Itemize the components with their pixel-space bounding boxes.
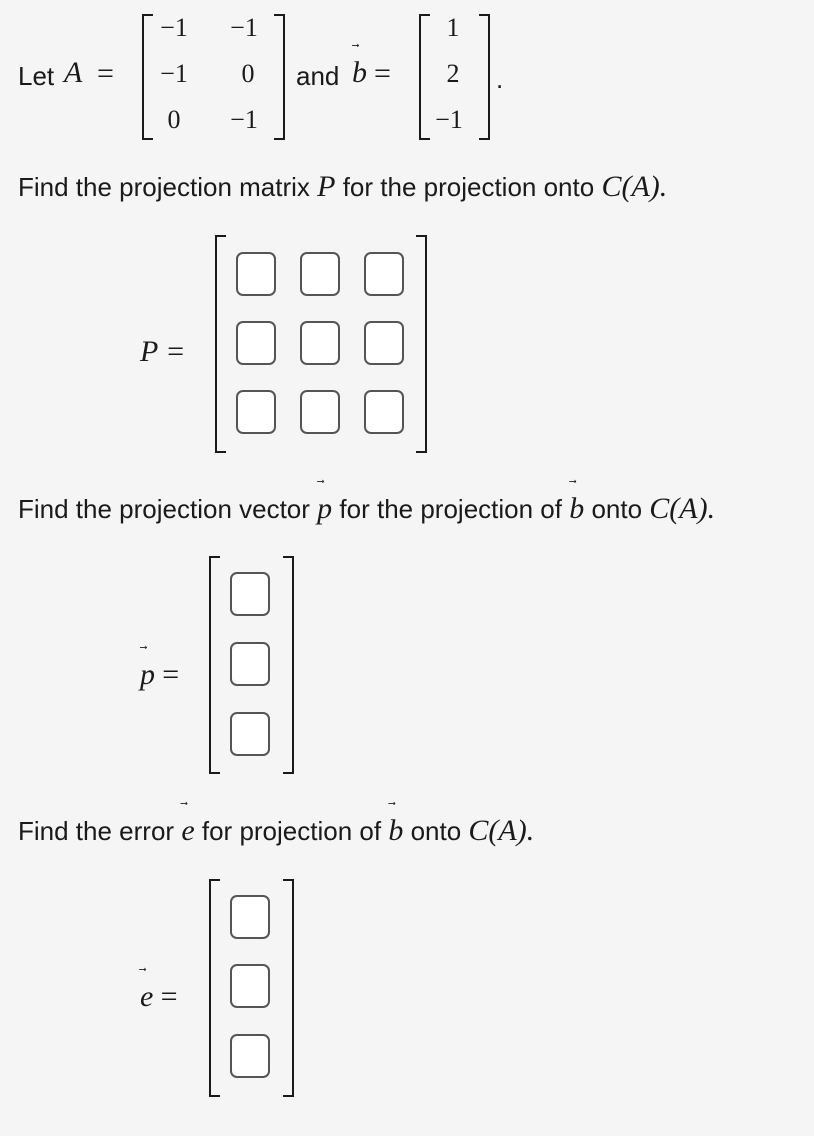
p-matrix-entry-input[interactable] [364, 321, 404, 365]
and-label: and [296, 61, 340, 91]
q3-text: Find the error [18, 816, 175, 846]
p-matrix-left-bracket [215, 235, 226, 453]
p-matrix-right-bracket [416, 235, 427, 453]
question-error-vector [18, 816, 534, 846]
e-vector-entry-input[interactable] [230, 1034, 270, 1078]
q3-symbol [181, 816, 194, 846]
b-letter: b [569, 492, 585, 525]
equals-sign: = [160, 980, 178, 1013]
e-vector-symbol [140, 982, 153, 1012]
q2-b-symbol [569, 494, 584, 524]
q3-b-symbol [388, 816, 403, 846]
e-letter: e [181, 814, 195, 847]
vector-b-symbol [352, 58, 367, 88]
question-projection-matrix [18, 172, 667, 202]
e-vector-entry-input[interactable] [230, 964, 270, 1008]
p-vector-symbol [140, 660, 155, 690]
q2-space: C(A). [649, 492, 716, 525]
p-matrix-entry-input[interactable] [236, 390, 276, 434]
p-vector-label [140, 660, 179, 690]
p-matrix-entry-input[interactable] [300, 321, 340, 365]
matrix-a-cell: −1 [160, 13, 188, 42]
vector-b-cell: 1 [446, 13, 460, 42]
e-vector-left-bracket [209, 879, 220, 1097]
p-matrix-entry-input[interactable] [364, 252, 404, 296]
matrix-a-cell: −1 [160, 59, 188, 88]
p-vector-entry-input[interactable] [230, 712, 270, 756]
p-matrix-entry-input[interactable] [236, 252, 276, 296]
matrix-a-cell: 0 [167, 105, 181, 134]
q1-symbol: P [317, 170, 336, 203]
e-letter: e [140, 980, 154, 1013]
e-vector-label [140, 982, 177, 1012]
matrix-a-cell: −1 [230, 13, 258, 42]
p-matrix-entry-input[interactable] [300, 252, 340, 296]
vector-b-cell: −1 [435, 105, 463, 134]
p-matrix-entry-input[interactable] [236, 321, 276, 365]
q3-text: onto [410, 816, 462, 846]
p-vector-entry-input[interactable] [230, 572, 270, 616]
matrix-a-cell: −1 [230, 105, 258, 134]
q1-text: Find the projection matrix [18, 172, 310, 202]
vector-b-letter: b [352, 56, 367, 89]
q2-text: onto [591, 494, 643, 524]
q3-space: C(A). [468, 814, 535, 847]
let-label: Let [18, 61, 55, 91]
p-matrix-label: P = [140, 335, 186, 368]
b-letter: b [388, 814, 404, 847]
vector-b-cell: 2 [446, 59, 460, 88]
p-vector-right-bracket [283, 556, 294, 774]
equals-sign: = [97, 57, 114, 90]
e-vector-entry-input[interactable] [230, 895, 270, 939]
q2-symbol [317, 494, 332, 524]
e-vector-right-bracket [283, 879, 294, 1097]
question-projection-vector [18, 494, 715, 524]
q1-space: C(A). [601, 170, 668, 203]
p-letter: p [317, 492, 333, 525]
p-letter: p [140, 658, 155, 691]
q3-text: for projection of [201, 816, 382, 846]
p-vector-left-bracket [209, 556, 220, 774]
p-matrix-entry-input[interactable] [364, 390, 404, 434]
equals-sign: = [162, 658, 180, 691]
q2-text: Find the projection vector [18, 494, 310, 524]
q1-text: for the projection onto [342, 172, 595, 202]
p-matrix-entry-input[interactable] [300, 390, 340, 434]
equals-sign: = [374, 57, 391, 90]
matrix-a-cell: 0 [241, 59, 255, 88]
q2-text: for the projection of [339, 494, 562, 524]
period: . [496, 64, 504, 94]
p-vector-entry-input[interactable] [230, 642, 270, 686]
matrix-a-symbol: A [64, 56, 83, 89]
